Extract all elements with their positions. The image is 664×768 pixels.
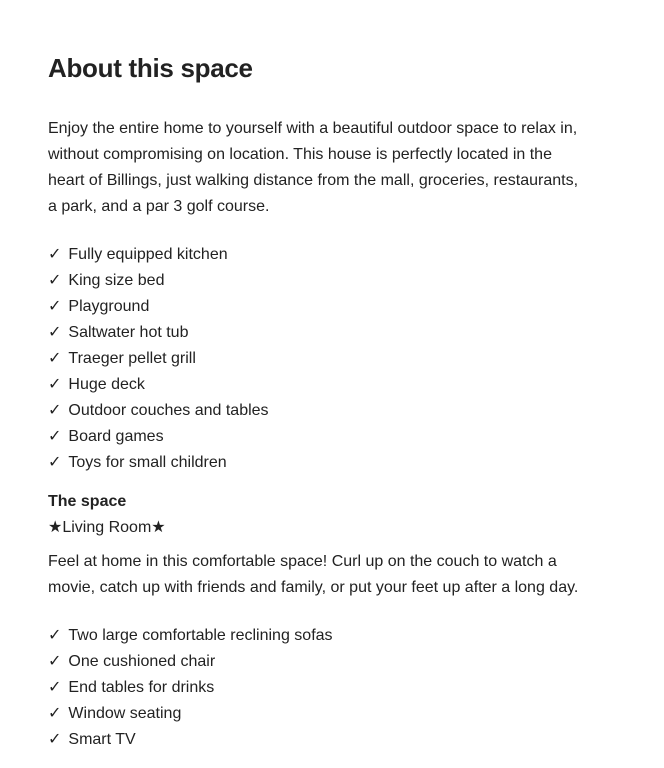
amenity-label: Outdoor couches and tables xyxy=(68,402,269,419)
check-icon: ✓ xyxy=(48,705,62,722)
intro-paragraph-line: a park, and a par 3 golf course. xyxy=(48,198,270,215)
check-icon: ✓ xyxy=(48,627,62,644)
amenity-label: Board games xyxy=(68,428,164,445)
feature-label: Smart TV xyxy=(68,731,136,748)
space-description-paragraph xyxy=(48,549,648,601)
amenity-item xyxy=(48,320,648,346)
amenity-label: King size bed xyxy=(68,272,165,289)
feature-item xyxy=(48,727,648,753)
check-icon: ✓ xyxy=(48,298,62,315)
amenity-label: Huge deck xyxy=(68,376,145,393)
amenity-label: Playground xyxy=(68,298,150,315)
check-icon: ✓ xyxy=(48,376,62,393)
check-icon: ✓ xyxy=(48,272,62,289)
feature-item xyxy=(48,649,648,675)
space-section-header xyxy=(48,489,648,541)
check-icon: ✓ xyxy=(48,679,62,696)
check-icon: ✓ xyxy=(48,428,62,445)
check-icon: ✓ xyxy=(48,454,62,471)
feature-label: Two large comfortable reclining sofas xyxy=(68,627,333,644)
feature-label: Window seating xyxy=(68,705,182,722)
amenity-item xyxy=(48,294,648,320)
amenity-item xyxy=(48,424,648,450)
amenities-list xyxy=(48,242,648,476)
space-description-line: movie, catch up with friends and family, or put your feet up after a long day. xyxy=(48,579,579,596)
check-icon: ✓ xyxy=(48,653,62,670)
feature-label: End tables for drinks xyxy=(68,679,215,696)
check-icon: ✓ xyxy=(48,731,62,748)
check-icon: ✓ xyxy=(48,324,62,341)
intro-paragraph xyxy=(48,116,648,220)
living-room-subheading: ★Living Room★ xyxy=(48,519,166,536)
intro-paragraph-line: heart of Billings, just walking distance from the mall, groceries, restaurants, xyxy=(48,172,579,189)
amenity-label: Toys for small children xyxy=(68,454,227,471)
amenity-label: Saltwater hot tub xyxy=(68,324,189,341)
amenity-item xyxy=(48,242,648,268)
amenity-label: Fully equipped kitchen xyxy=(68,246,228,263)
space-description-line: Feel at home in this comfortable space! Curl up on the couch to watch a xyxy=(48,553,557,570)
section-title: About this space xyxy=(48,53,253,83)
check-icon: ✓ xyxy=(48,246,62,263)
check-icon: ✓ xyxy=(48,402,62,419)
amenity-item xyxy=(48,398,648,424)
the-space-heading: The space xyxy=(48,493,127,510)
living-room-features-list xyxy=(48,623,648,753)
feature-label: One cushioned chair xyxy=(68,653,216,670)
feature-item xyxy=(48,701,648,727)
amenity-item xyxy=(48,268,648,294)
feature-item xyxy=(48,623,648,649)
amenity-item xyxy=(48,346,648,372)
amenity-label: Traeger pellet grill xyxy=(68,350,196,367)
feature-item xyxy=(48,675,648,701)
intro-paragraph-line: Enjoy the entire home to yourself with a beautiful outdoor space to relax in, xyxy=(48,120,578,137)
amenity-item xyxy=(48,372,648,398)
intro-paragraph-line: without compromising on location. This house is perfectly located in the xyxy=(48,146,552,163)
check-icon: ✓ xyxy=(48,350,62,367)
amenity-item xyxy=(48,450,648,476)
